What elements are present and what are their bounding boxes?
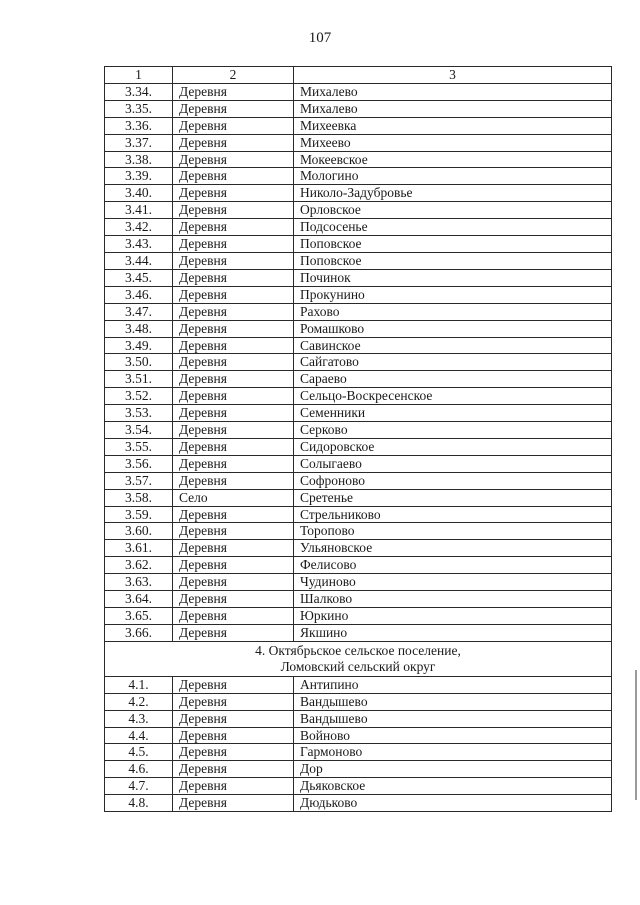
table-row [105,354,612,371]
row-number: 3.46. [105,286,173,303]
settlement-type: Деревня [173,388,294,405]
row-number: 3.54. [105,422,173,439]
row-number: 3.59. [105,506,173,523]
settlement-type: Деревня [173,236,294,253]
settlement-name: Михеево [294,134,612,151]
settlement-type: Деревня [173,540,294,557]
settlement-name: Гармоново [294,744,612,761]
settlement-type: Деревня [173,744,294,761]
settlement-name: Шалково [294,591,612,608]
table-row [105,388,612,405]
settlement-type: Деревня [173,269,294,286]
settlement-name: Стрельниково [294,506,612,523]
scan-edge-mark [635,670,637,800]
settlement-type: Деревня [173,303,294,320]
settlement-name: Ульяновское [294,540,612,557]
row-number: 3.58. [105,489,173,506]
settlement-type: Деревня [173,761,294,778]
row-number: 3.48. [105,320,173,337]
column-header-row [105,67,612,84]
settlement-name: Фелисово [294,557,612,574]
table-row [105,100,612,117]
settlement-type: Деревня [173,371,294,388]
settlement-type: Деревня [173,506,294,523]
settlement-name: Сидоровское [294,438,612,455]
table-row [105,472,612,489]
table-row [105,185,612,202]
settlement-type: Деревня [173,354,294,371]
row-number: 3.38. [105,151,173,168]
settlement-name: Сельцо-Воскресенское [294,388,612,405]
table-row [105,761,612,778]
settlement-type: Деревня [173,168,294,185]
column-header-3: 3 [294,67,612,84]
settlement-name: Ромашково [294,320,612,337]
row-number: 3.44. [105,252,173,269]
settlement-table [104,66,612,812]
settlement-name: Мологино [294,168,612,185]
row-number: 3.43. [105,236,173,253]
settlement-type: Деревня [173,624,294,641]
table-row [105,422,612,439]
row-number: 3.37. [105,134,173,151]
table-row [105,676,612,693]
row-number: 3.47. [105,303,173,320]
table-row [105,523,612,540]
row-number: 3.56. [105,455,173,472]
table-row [105,624,612,641]
settlement-name: Михеевка [294,117,612,134]
table-row [105,778,612,795]
settlement-type: Деревня [173,83,294,100]
settlement-type: Деревня [173,252,294,269]
settlement-name: Якшино [294,624,612,641]
row-number: 3.61. [105,540,173,557]
settlement-type: Деревня [173,455,294,472]
table-row [105,168,612,185]
row-number: 3.66. [105,624,173,641]
section-heading-row [105,641,612,676]
table-row [105,337,612,354]
row-number: 3.35. [105,100,173,117]
table-row [105,540,612,557]
row-number: 3.51. [105,371,173,388]
table-row [105,252,612,269]
settlement-name: Семенники [294,405,612,422]
settlement-type: Деревня [173,286,294,303]
settlement-type: Деревня [173,693,294,710]
table-row [105,236,612,253]
row-number: 4.1. [105,676,173,693]
table-row [105,83,612,100]
table-row [105,117,612,134]
table-row [105,320,612,337]
settlement-name: Дюдьково [294,795,612,812]
row-number: 3.45. [105,269,173,286]
settlement-name: Серково [294,422,612,439]
settlement-name: Поповское [294,252,612,269]
column-header-1: 1 [105,67,173,84]
row-number: 3.36. [105,117,173,134]
settlement-type: Деревня [173,574,294,591]
settlement-name: Рахово [294,303,612,320]
settlement-name: Сараево [294,371,612,388]
settlement-name: Починок [294,269,612,286]
settlement-name: Сретенье [294,489,612,506]
table-row [105,506,612,523]
table-row [105,744,612,761]
settlement-type: Деревня [173,676,294,693]
table-row [105,710,612,727]
table-row [105,727,612,744]
settlement-name: Орловское [294,202,612,219]
settlement-name: Вандышево [294,710,612,727]
settlement-name: Софроново [294,472,612,489]
table-row [105,371,612,388]
row-number: 4.7. [105,778,173,795]
table-row [105,591,612,608]
section-heading-line-1: 4. Октябрьское сельское поселение, [255,642,461,658]
row-number: 3.41. [105,202,173,219]
settlement-name: Дьяковское [294,778,612,795]
table-row [105,219,612,236]
table-row [105,608,612,625]
settlement-name: Савинское [294,337,612,354]
row-number: 3.52. [105,388,173,405]
row-number: 3.62. [105,557,173,574]
settlement-type: Деревня [173,557,294,574]
settlement-type: Деревня [173,523,294,540]
row-number: 3.34. [105,83,173,100]
row-number: 3.55. [105,438,173,455]
section-4-rows [105,676,612,811]
table-row [105,489,612,506]
settlement-type: Деревня [173,795,294,812]
settlement-name: Антипино [294,676,612,693]
settlement-name: Михалево [294,83,612,100]
table-row [105,693,612,710]
settlement-name: Чудиново [294,574,612,591]
settlement-name: Поповское [294,236,612,253]
settlement-name: Михалево [294,100,612,117]
settlement-type: Деревня [173,185,294,202]
settlement-name: Сайгатово [294,354,612,371]
settlement-type: Деревня [173,591,294,608]
settlement-type: Деревня [173,778,294,795]
row-number: 3.42. [105,219,173,236]
page-number: 107 [308,30,332,46]
settlement-name: Подсосенье [294,219,612,236]
table-row [105,202,612,219]
row-number: 4.2. [105,693,173,710]
settlement-type: Деревня [173,608,294,625]
row-number: 3.49. [105,337,173,354]
table-row [105,134,612,151]
table-row [105,455,612,472]
settlement-type: Деревня [173,337,294,354]
row-number: 3.53. [105,405,173,422]
settlement-type: Деревня [173,472,294,489]
row-number: 3.65. [105,608,173,625]
table-row [105,795,612,812]
section-heading [105,641,612,676]
settlement-name: Мокеевское [294,151,612,168]
row-number: 3.40. [105,185,173,202]
settlement-name: Солыгаево [294,455,612,472]
table-row [105,574,612,591]
table-row [105,303,612,320]
section-3-rows [105,83,612,641]
row-number: 3.50. [105,354,173,371]
table-row [105,557,612,574]
settlement-type: Деревня [173,320,294,337]
settlement-type: Деревня [173,134,294,151]
table-row [105,405,612,422]
settlement-type: Деревня [173,117,294,134]
row-number: 3.60. [105,523,173,540]
settlement-name: Прокунино [294,286,612,303]
row-number: 4.4. [105,727,173,744]
row-number: 4.6. [105,761,173,778]
section-4-heading [105,641,612,676]
row-number: 3.57. [105,472,173,489]
row-number: 3.64. [105,591,173,608]
settlement-type: Деревня [173,100,294,117]
table-row [105,438,612,455]
table-row [105,286,612,303]
settlement-type: Деревня [173,727,294,744]
settlement-type: Деревня [173,219,294,236]
table-row [105,151,612,168]
table-row [105,269,612,286]
settlement-name: Войново [294,727,612,744]
settlement-type: Деревня [173,202,294,219]
row-number: 4.8. [105,795,173,812]
settlement-type: Деревня [173,438,294,455]
row-number: 3.63. [105,574,173,591]
row-number: 4.3. [105,710,173,727]
column-header-2: 2 [173,67,294,84]
settlement-type: Деревня [173,422,294,439]
row-number: 4.5. [105,744,173,761]
settlement-name: Дор [294,761,612,778]
settlement-type: Деревня [173,151,294,168]
settlement-name: Николо-Задубровье [294,185,612,202]
row-number: 3.39. [105,168,173,185]
settlement-type: Деревня [173,710,294,727]
settlement-name: Юркино [294,608,612,625]
settlement-type: Деревня [173,405,294,422]
section-heading-line-2: Ломовский сельский округ [280,658,436,674]
settlement-type: Село [173,489,294,506]
settlement-name: Вандышево [294,693,612,710]
settlement-name: Торопово [294,523,612,540]
